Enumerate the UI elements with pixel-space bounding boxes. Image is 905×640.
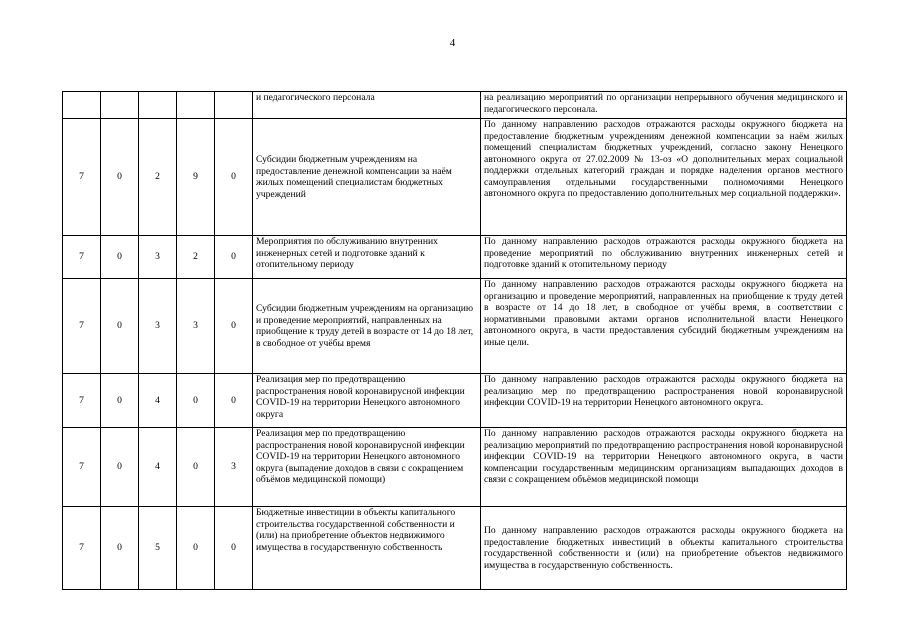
code-digit-3: 4 [139,428,177,507]
code-digit-3: 3 [139,236,177,279]
code-digit-5: 0 [215,374,253,428]
expense-description: По данному направлению расходов отражаются расходы окружного бюджета на предоставление бюджетных инвестиций в объекты капитального строительства государственной собственности и (или) на приобретение объектов недвижимого имущества в государственную собственность. [481,507,847,590]
code-digit-1: 7 [63,119,101,236]
code-digit-2: 0 [101,279,139,374]
table-row [63,279,847,374]
table-row [63,236,847,279]
code-digit-4: 0 [177,374,215,428]
code-digit-4 [177,92,215,119]
code-digit-3: 3 [139,279,177,374]
code-digit-5: 0 [215,236,253,279]
expense-description: По данному направлению расходов отражаются расходы окружного бюджета на организацию и проведение мероприятий, направленных на приобщение к труду детей в возрасте от 14 до 18 лет, в свободное от учёбы время, в соответствии с нормативными правовыми актами органов исполнительной власти Ненецкого автономного округа, в части предоставления субсидий бюджетным учреждениям на иные цели. [481,279,847,374]
code-digit-2: 0 [101,374,139,428]
code-digit-4: 9 [177,119,215,236]
code-digit-2: 0 [101,428,139,507]
expense-description: По данному направлению расходов отражаются расходы окружного бюджета на реализацию мер по предотвращению распространения новой коронавирусной инфекции COVID-19 на территории Ненецкого автономного округа. [481,374,847,428]
code-digit-2: 0 [101,119,139,236]
code-digit-4: 2 [177,236,215,279]
expense-name: Мероприятия по обслуживанию внутренних инженерных сетей и подготовке зданий к отопительному периоду [253,236,481,279]
code-digit-1: 7 [63,236,101,279]
code-digit-5: 0 [215,507,253,590]
code-digit-1: 7 [63,428,101,507]
budget-classification-table [62,91,847,590]
expense-description: на реализацию мероприятий по организации непрерывного обучения медицинского и педагогического персонала. [481,92,847,119]
expense-name: и педагогического персонала [253,92,481,119]
code-digit-3 [139,92,177,119]
table-row [63,92,847,119]
code-digit-5: 0 [215,279,253,374]
code-digit-1: 7 [63,507,101,590]
code-digit-1: 7 [63,279,101,374]
code-digit-2: 0 [101,236,139,279]
code-digit-1: 7 [63,374,101,428]
table-row [63,374,847,428]
expense-name: Бюджетные инвестиции в объекты капитального строительства государственной собственности и (или) на приобретение объектов недвижимого имущества в государственную собственность [253,507,481,590]
expense-name: Субсидии бюджетным учреждениям на организацию и проведение мероприятий, направленных на приобщение к труду детей в возрасте от 14 до 18 лет, в свободное от учёбы время [253,279,481,374]
code-digit-2 [101,92,139,119]
table-row [63,119,847,236]
expense-description: По данному направлению расходов отражаются расходы окружного бюджета на проведение мероприятий по обслуживанию внутренних инженерных сетей и подготовке зданий к отопительному периоду [481,236,847,279]
page-number: 4 [449,37,456,49]
code-digit-4: 0 [177,507,215,590]
code-digit-4: 3 [177,279,215,374]
expense-name: Субсидии бюджетным учреждениям на предоставление денежной компенсации за наём жилых помещений специалистам бюджетных учреждений [253,119,481,236]
expense-description: По данному направлению расходов отражаются расходы окружного бюджета на предоставление бюджетным учреждениям денежной компенсации за наём жилых помещений специалистам бюджетных учреждений, согласно закону Ненецкого автономного округа от 27.02.2009 № 13-оз «О дополнительных мерах социальной поддержки отдельных категорий граждан и порядке наделения органов местного самоуправления отдельными государственными полномочиями Ненецкого автономного округа по предоставлению дополнительных мер социальной поддержки». [481,119,847,236]
code-digit-3: 5 [139,507,177,590]
code-digit-3: 2 [139,119,177,236]
expense-description: По данному направлению расходов отражаются расходы окружного бюджета на реализацию мероприятий по предотвращению распространения новой коронавирусной инфекции COVID-19 на территории Ненецкого автономного округа, в части компенсации государственным медицинским организациям выпадающих доходов в связи с сокращением объёмов медицинской помощи [481,428,847,507]
code-digit-1 [63,92,101,119]
table-row [63,507,847,590]
code-digit-2: 0 [101,507,139,590]
code-digit-3: 4 [139,374,177,428]
code-digit-5 [215,92,253,119]
code-digit-4: 0 [177,428,215,507]
table-row [63,428,847,507]
code-digit-5: 3 [215,428,253,507]
expense-name: Реализация мер по предотвращению распространения новой коронавирусной инфекции COVID-19 на территории Ненецкого автономного округа [253,374,481,428]
code-digit-5: 0 [215,119,253,236]
expense-name: Реализация мер по предотвращению распространения новой коронавирусной инфекции COVID-19 на территории Ненецкого автономного округа (выпадение доходов в связи с сокращением объёмов медицинской помощи) [253,428,481,507]
